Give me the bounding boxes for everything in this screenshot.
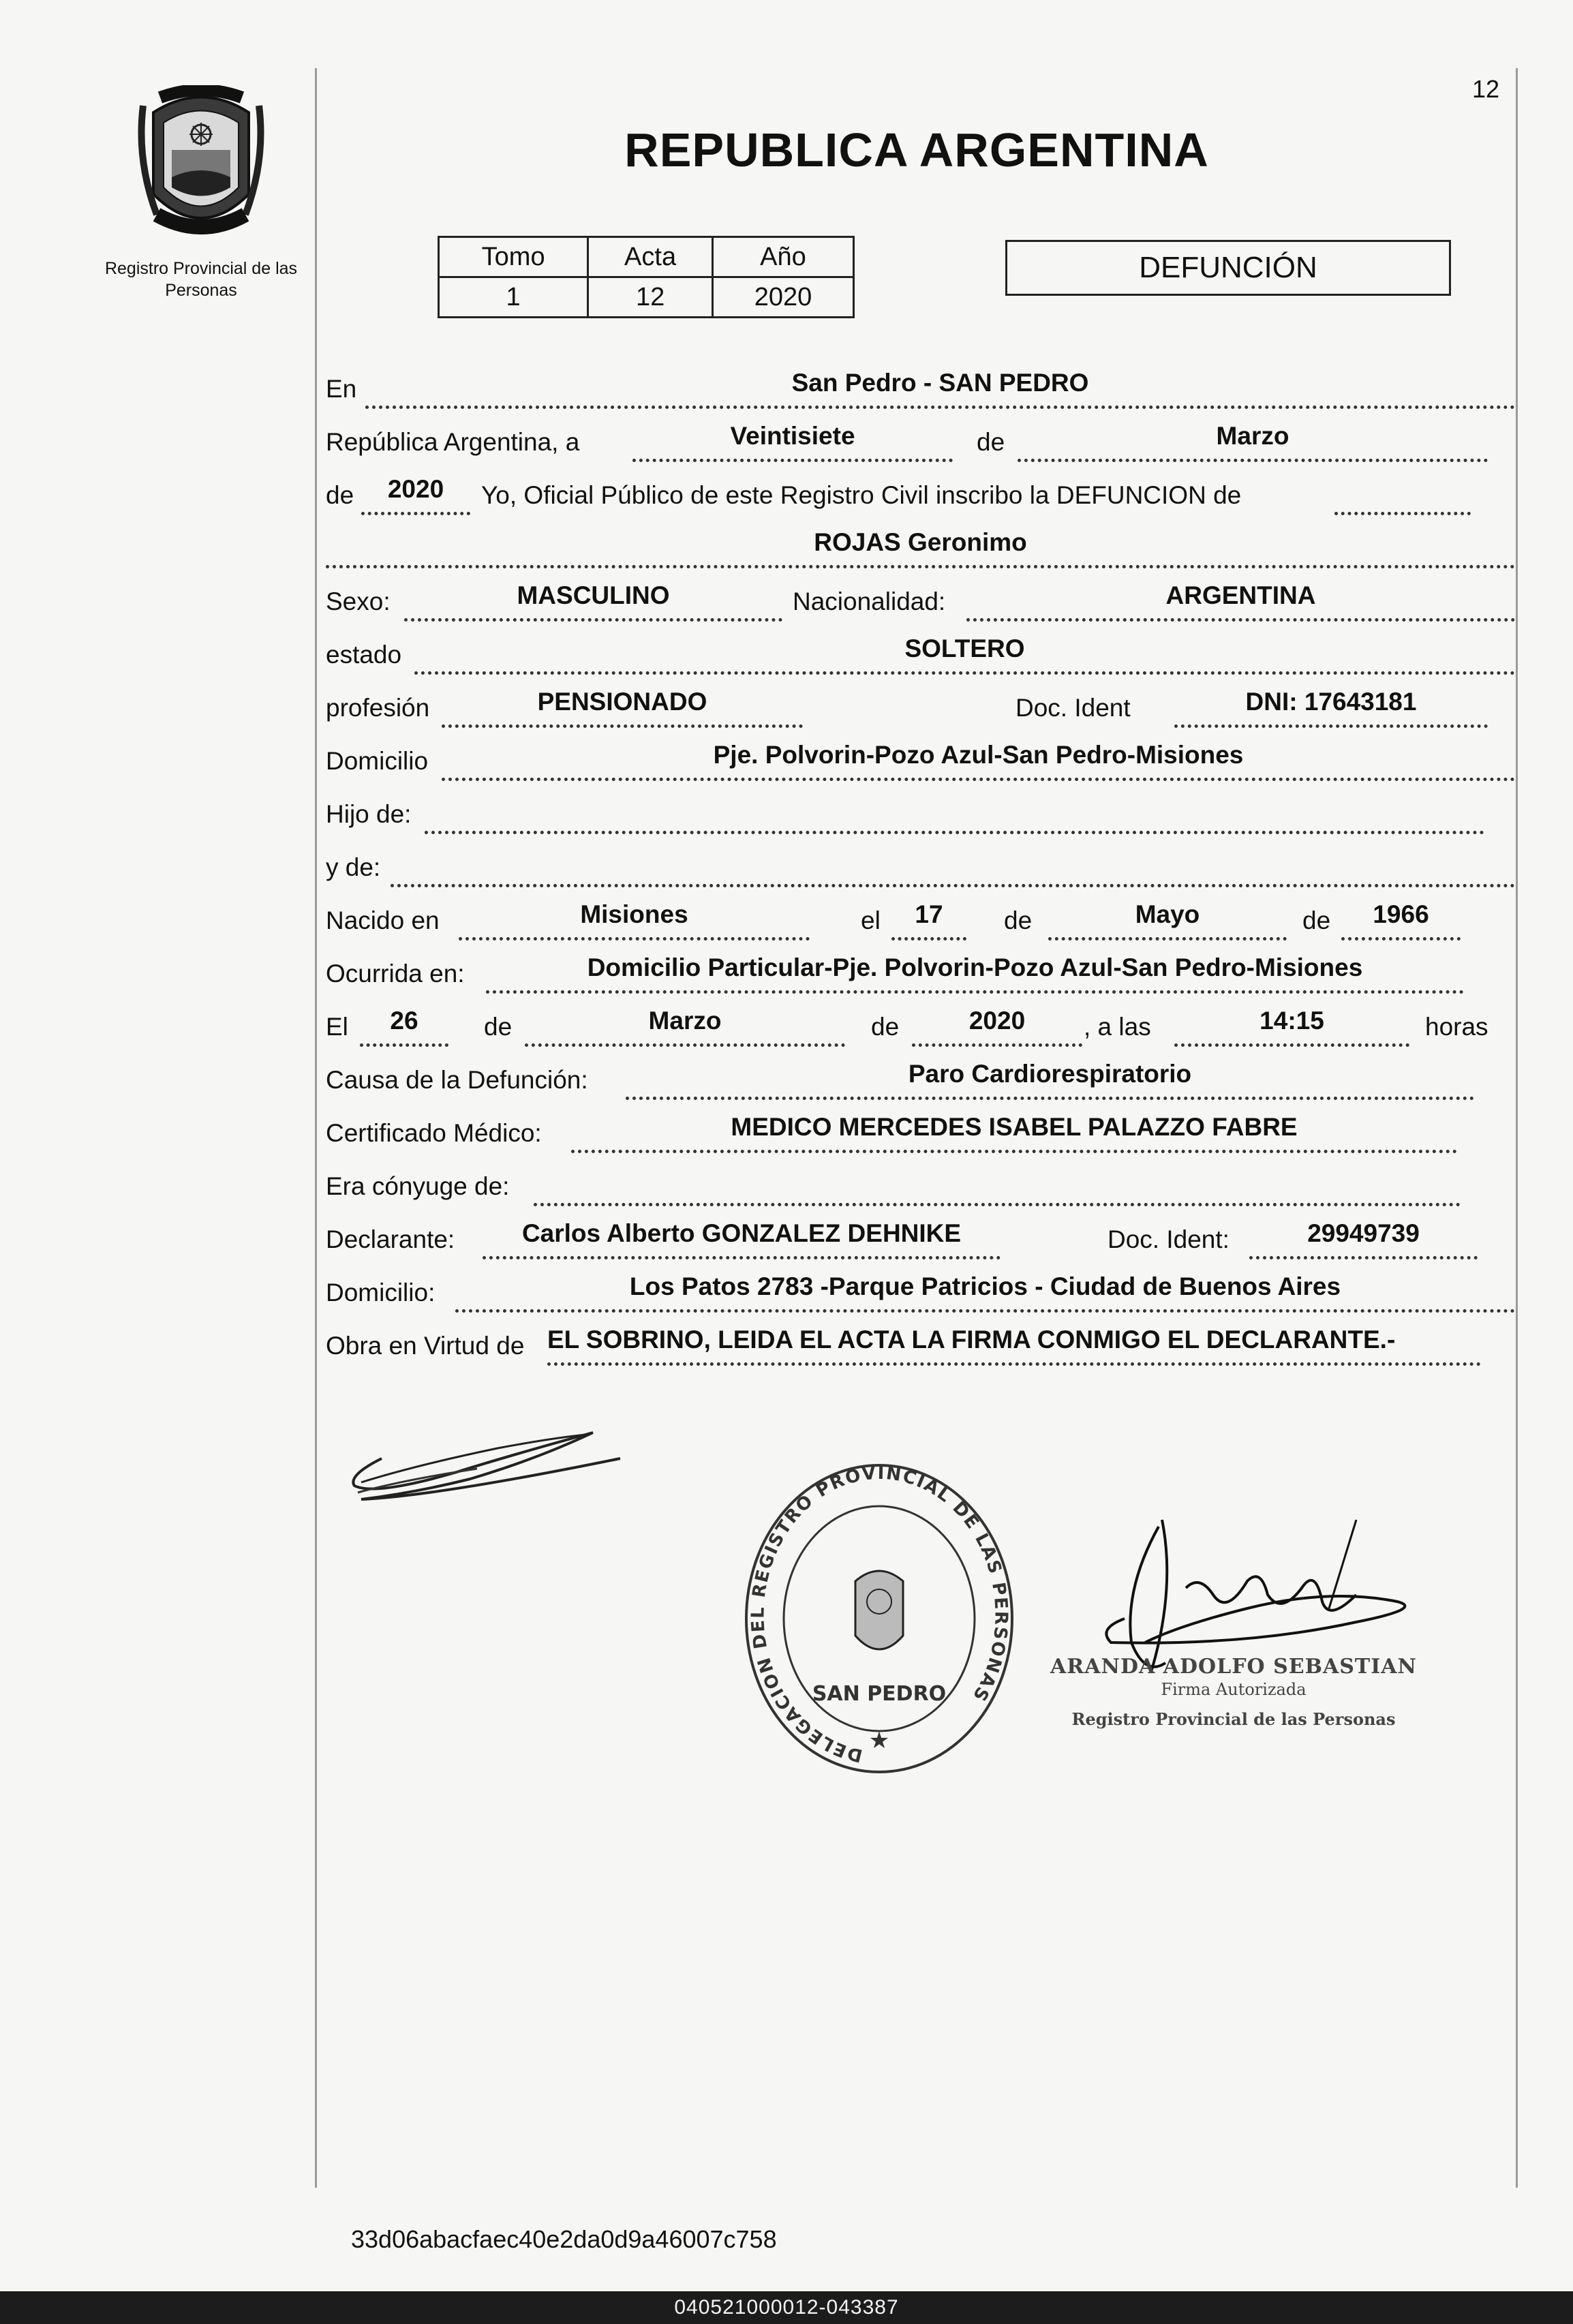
- en-field: [365, 363, 1515, 409]
- fecha-day-field: [360, 1001, 448, 1047]
- row-ocurrida: [326, 946, 1515, 994]
- dom-declarante-label: Domicilio:: [326, 1279, 436, 1306]
- row-declarante: [326, 1212, 1515, 1259]
- fecha-time-field: [1174, 1001, 1409, 1047]
- y-de-label: y de:: [326, 853, 381, 881]
- year-line-text: Yo, Oficial Público de este Registro Civil inscribo la DEFUNCION de: [481, 481, 1242, 509]
- name-field: [326, 523, 1515, 568]
- row-estado: [326, 627, 1515, 675]
- row-dom-declarante: [326, 1265, 1515, 1313]
- fecha-month-field: [525, 1001, 845, 1047]
- year-line-trailing-field: [1334, 470, 1471, 515]
- left-margin-line: [315, 68, 317, 2188]
- nacido-day: 17: [915, 900, 943, 928]
- domicilio-value: Pje. Polvorin-Pozo Azul-San Pedro-Misiones: [713, 741, 1244, 769]
- document-title: REPUBLICA ARGENTINA: [624, 123, 1209, 177]
- row-obra: [326, 1318, 1515, 1366]
- en-label: En: [326, 375, 357, 403]
- obra-label: Obra en Virtud de: [326, 1332, 525, 1360]
- nacido-year-field: [1341, 895, 1461, 941]
- fecha-el-label: El: [326, 1013, 348, 1041]
- official-org: Registro Provincial de las Personas: [1071, 1709, 1396, 1729]
- anio-header: Año: [712, 237, 853, 277]
- republica-month-field: [1018, 416, 1488, 462]
- official-signature-block: [1043, 1506, 1479, 1697]
- sexo-value: MASCULINO: [517, 581, 670, 609]
- doc-ident-value: DNI: 17643181: [1245, 688, 1417, 716]
- year-value: 2020: [387, 475, 444, 503]
- nacido-place-field: [459, 895, 810, 941]
- republica-day-field: [632, 416, 953, 462]
- obra-field: [547, 1320, 1481, 1366]
- declarante-field: [483, 1214, 1001, 1259]
- fecha-de-label: de: [484, 1013, 513, 1041]
- row-nacido: [326, 893, 1515, 941]
- tomo-header: Tomo: [439, 237, 588, 277]
- fecha-de2-label: de: [871, 1013, 900, 1041]
- causa-label: Causa de la Defunción:: [326, 1066, 588, 1094]
- conyuge-label: Era cónyuge de:: [326, 1172, 510, 1200]
- row-causa: [326, 1052, 1515, 1100]
- declarante-value: Carlos Alberto GONZALEZ DEHNIKE: [521, 1219, 962, 1247]
- profesion-value: PENSIONADO: [537, 688, 707, 716]
- row-fecha: [326, 999, 1515, 1047]
- republica-day: Veintisiete: [730, 422, 855, 450]
- declarant-signature: [334, 1418, 634, 1520]
- seal-star: ★: [868, 1728, 890, 1754]
- republica-de-label: de: [977, 428, 1005, 456]
- fecha-alas-label: , a las: [1084, 1013, 1151, 1041]
- ocurrida-label: Ocurrida en:: [326, 960, 465, 988]
- domicilio-field: [442, 735, 1515, 781]
- fecha-day: 26: [390, 1007, 418, 1035]
- acta-header: Acta: [588, 237, 713, 277]
- row-en: [326, 361, 1515, 409]
- sexo-label: Sexo:: [326, 587, 391, 615]
- nacionalidad-value: ARGENTINA: [1165, 581, 1316, 609]
- row-republica: [326, 414, 1515, 462]
- nacionalidad-field: [966, 576, 1515, 622]
- certificado-field: [571, 1107, 1457, 1153]
- sexo-field: [404, 576, 782, 622]
- row-certificado: [326, 1105, 1515, 1153]
- anio-value: 2020: [712, 277, 853, 318]
- declarante-label: Declarante:: [326, 1225, 455, 1253]
- nacido-label: Nacido en: [326, 906, 440, 934]
- provincial-crest-logo: [129, 85, 273, 242]
- doc-ident-label: Doc. Ident: [1015, 694, 1131, 722]
- reference-table: [438, 236, 855, 318]
- year-field: [361, 470, 470, 515]
- tomo-value: 1: [439, 277, 588, 318]
- nacido-day-field: [891, 895, 966, 941]
- doc-ident-field: [1174, 682, 1488, 728]
- reference-header-row: [439, 237, 854, 277]
- fecha-horas-label: horas: [1425, 1013, 1488, 1041]
- estado-value: SOLTERO: [904, 634, 1025, 662]
- registry-label: Registro Provincial de las Personas: [104, 259, 298, 300]
- seal-center-text: SAN PEDRO: [812, 1682, 947, 1706]
- profesion-field: [442, 682, 803, 728]
- obra-value: EL SOBRINO, LEIDA EL ACTA LA FIRMA CONMIGO EL DECLARANTE.-: [547, 1326, 1396, 1354]
- document-type-box: DEFUNCIÓN: [1005, 240, 1451, 296]
- estado-field: [414, 629, 1515, 675]
- row-profesion: [326, 680, 1515, 728]
- reference-value-row: [439, 277, 854, 318]
- dom-declarante-value: Los Patos 2783 -Parque Patricios - Ciudad de Buenos Aires: [629, 1272, 1341, 1300]
- nacido-de-label: de: [1004, 906, 1033, 934]
- ocurrida-value: Domicilio Particular-Pje. Polvorin-Pozo Azul-San Pedro-Misiones: [587, 953, 1363, 981]
- official-name: ARANDA ADOLFO SEBASTIAN: [1050, 1655, 1417, 1679]
- nacido-el-label: el: [861, 906, 881, 934]
- y-de-field: [391, 842, 1515, 887]
- seal-ring-text: DELEGACION DEL REGISTRO PROVINCIAL DE LAS PERSONAS: [748, 1463, 1011, 1766]
- row-sexo: [326, 574, 1515, 622]
- nacionalidad-label: Nacionalidad:: [793, 587, 946, 615]
- hijo-de-label: Hijo de:: [326, 800, 412, 828]
- estado-label: estado: [326, 641, 402, 669]
- fecha-time: 14:15: [1259, 1007, 1324, 1035]
- certificado-label: Certificado Médico:: [326, 1119, 542, 1147]
- nacido-de2-label: de: [1302, 906, 1331, 934]
- acta-value: 12: [588, 277, 713, 318]
- row-hijo-de: [326, 786, 1515, 834]
- nacido-place: Misiones: [580, 900, 688, 928]
- domicilio-label: Domicilio: [326, 747, 429, 775]
- republica-label: República Argentina, a: [326, 428, 580, 456]
- row-year: [326, 468, 1515, 515]
- deceased-name: ROJAS Geronimo: [814, 528, 1027, 556]
- row-y-de: [326, 840, 1515, 887]
- republica-month: Marzo: [1216, 422, 1289, 450]
- page-number: 12: [1472, 75, 1500, 103]
- row-name: [326, 521, 1515, 568]
- document-hash: 33d06abacfaec40e2da0d9a46007c758: [351, 2225, 777, 2253]
- dom-declarante-field: [455, 1267, 1515, 1313]
- nacido-month: Mayo: [1135, 900, 1200, 928]
- conyuge-field: [534, 1161, 1461, 1206]
- row-conyuge: [326, 1159, 1515, 1206]
- nacido-year: 1966: [1373, 900, 1429, 928]
- nacido-month-field: [1048, 895, 1287, 941]
- fecha-year: 2020: [968, 1007, 1026, 1035]
- right-margin-line: [1516, 68, 1518, 2188]
- row-domicilio: [326, 733, 1515, 781]
- official-seal: [736, 1458, 1022, 1779]
- footer-code-bar: 040521000012-043387: [0, 2291, 1573, 2324]
- year-de-label: de: [326, 481, 354, 509]
- causa-field: [626, 1054, 1474, 1100]
- declarante-doc-value: 29949739: [1307, 1219, 1420, 1247]
- profesion-label: profesión: [326, 694, 430, 722]
- declarante-doc-label: Doc. Ident:: [1108, 1225, 1230, 1253]
- fecha-year-field: [912, 1001, 1082, 1047]
- hijo-de-field: [425, 789, 1484, 834]
- declarante-doc-field: [1249, 1214, 1478, 1259]
- official-role: Firma Autorizada: [1161, 1680, 1307, 1699]
- en-value: San Pedro - SAN PEDRO: [791, 369, 1089, 397]
- fecha-month: Marzo: [648, 1007, 722, 1035]
- ocurrida-field: [486, 948, 1464, 994]
- causa-value: Paro Cardiorespiratorio: [908, 1060, 1192, 1088]
- certificado-value: MEDICO MERCEDES ISABEL PALAZZO FABRE: [731, 1113, 1298, 1141]
